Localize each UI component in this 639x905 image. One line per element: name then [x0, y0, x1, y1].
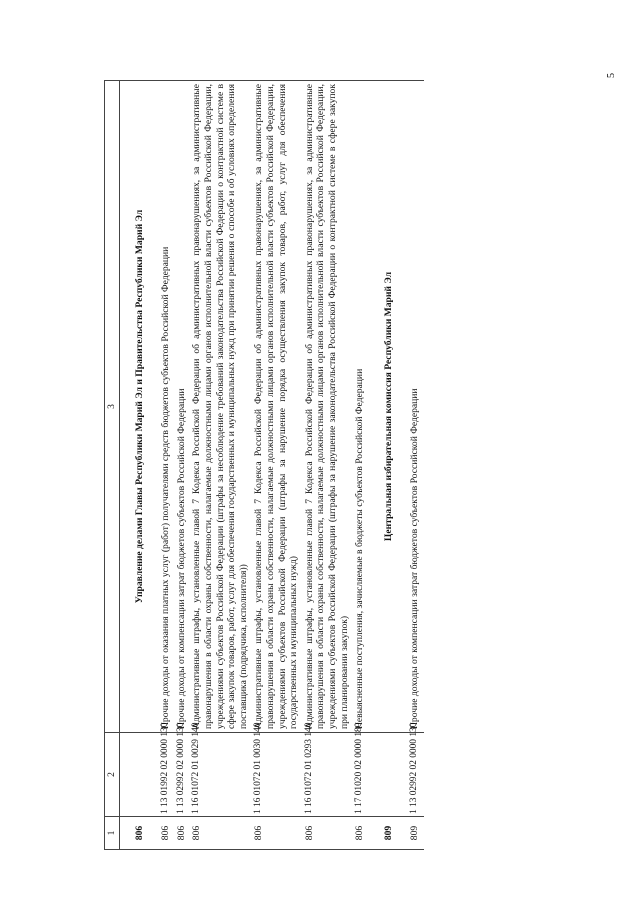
description-cell: Управление делами Главы Республики Марий Эл и Правительства Республики Марий Эл: [119, 81, 159, 733]
table-row: [353, 81, 369, 850]
description-cell: Административные штрафы, установленные главой 7 Кодекса Российской Федерации об административных правонарушениях, за административные правонарушения в области охраны собственности, налагаемые должностными лицами органов исполнительной власти субъектов Российской Федерации, учреждениями субъектов Российской Федерации (штрафы за несоблюдение требований законодательства Российской Федерации о контрактной системе в сфере закупок товаров, работ, услуг для обеспечения государственных и муниципальных нужд при принятии решения о способе и об условиях определения поставщика (подрядчика, исполнителя)): [190, 81, 252, 733]
description-cell: Невыясненные поступления, зачисляемые в бюджеты субъектов Российской Федерации: [353, 81, 369, 733]
revenue-code-cell: 1 13 02992 02 0000 130: [175, 733, 191, 817]
revenue-code-cell: [119, 733, 159, 817]
table-row: [252, 81, 302, 850]
admin-code-cell: 806: [303, 817, 353, 850]
admin-code-cell: 806: [119, 817, 159, 850]
table-row: [175, 81, 191, 850]
section-header-row: [119, 81, 159, 850]
admin-code-cell: 806: [190, 817, 252, 850]
table-header-row: [105, 81, 120, 850]
admin-code-cell: 809: [369, 817, 409, 850]
admin-code-cell: 806: [353, 817, 369, 850]
description-cell: Административные штрафы, установленные главой 7 Кодекса Российской Федерации об административных правонарушениях, за административные правонарушения в области охраны собственности, налагаемые должностными лицами органов исполнительной власти субъектов Российской Федерации, учреждениями субъектов Российской Федерации (штрафы за нарушение законодательства Российской Федерации о контрактной системе в сфере закупок при планировании закупок): [303, 81, 353, 733]
revenue-code-cell: [369, 733, 409, 817]
table-row: [408, 81, 424, 850]
column-header-3: 3: [105, 81, 120, 733]
revenue-code-cell: 1 13 01992 02 0000 130: [159, 733, 175, 817]
section-header-row: [369, 81, 409, 850]
revenue-codes-table: [104, 80, 424, 850]
description-cell: Центральная избирательная комиссия Республики Марий Эл: [369, 81, 409, 733]
table-row: [303, 81, 353, 850]
admin-code-cell: 806: [159, 817, 175, 850]
revenue-code-cell: 1 17 01020 02 0000 180: [353, 733, 369, 817]
admin-code-cell: 806: [252, 817, 302, 850]
revenue-code-cell: 1 13 02992 02 0000 130: [408, 733, 424, 817]
table-body: [119, 81, 424, 850]
description-cell: Прочие доходы от оказания платных услуг (работ) получателями средств бюджетов субъектов Российской Федерации: [159, 81, 175, 733]
column-header-1: 1: [105, 817, 120, 850]
admin-code-cell: 806: [175, 817, 191, 850]
table-row: [159, 81, 175, 850]
revenue-code-cell: 1 16 01072 01 0029 140: [190, 733, 252, 817]
revenue-code-cell: 1 16 01072 01 0030 140: [252, 733, 302, 817]
admin-code-cell: 809: [408, 817, 424, 850]
description-cell: Прочие доходы от компенсации затрат бюджетов субъектов Российской Федерации: [175, 81, 191, 733]
rotated-page-content: [104, 80, 574, 850]
description-cell: Прочие доходы от компенсации затрат бюджетов субъектов Российской Федерации: [408, 81, 424, 733]
table-row: [190, 81, 252, 850]
revenue-code-cell: 1 16 01072 01 0293 140: [303, 733, 353, 817]
column-header-2: 2: [105, 733, 120, 817]
description-cell: Административные штрафы, установленные главой 7 Кодекса Российской Федерации об административных правонарушениях, за административные правонарушения в области охраны собственности, налагаемые должностными лицами органов исполнительной власти субъектов Российской Федерации, учреждениями субъектов Российской Федерации (штрафы за нарушение порядка осуществления закупок товаров, работ, услуг для обеспечения государственных и муниципальных нужд): [252, 81, 302, 733]
page-number: 5: [606, 73, 617, 78]
